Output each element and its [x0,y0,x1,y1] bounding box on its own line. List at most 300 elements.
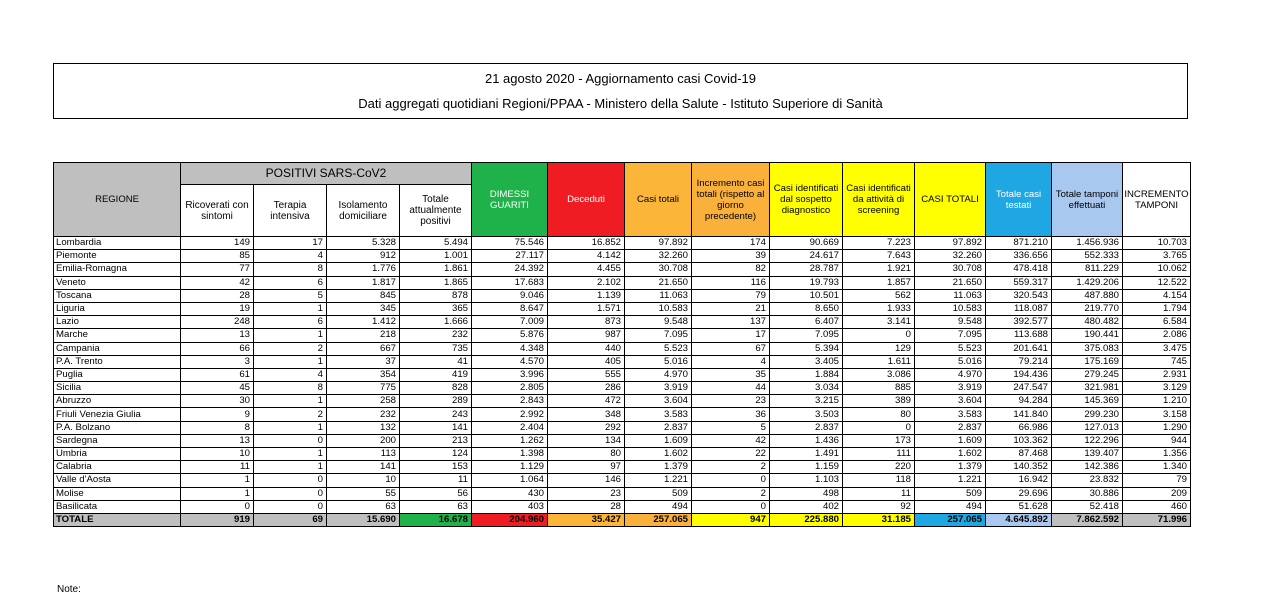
cell-isolamento: 55 [327,487,400,500]
cell-totale-tamponi: 375.083 [1052,342,1123,355]
cell-totale-testati: 103.362 [986,434,1052,447]
cell-terapia: 69 [254,513,327,526]
cell-terapia: 1 [254,355,327,368]
cell-totale-positivi: 1.861 [400,263,472,276]
cell-incremento-tamponi: 1.210 [1123,395,1191,408]
cell-casi-screening: 118 [843,474,915,487]
cell-incremento-tamponi: 1.356 [1123,448,1191,461]
cell-totale-positivi: 243 [400,408,472,421]
cell-casi-totali-caps: 1.602 [915,448,986,461]
title-box [53,63,1188,119]
cell-isolamento: 345 [327,302,400,315]
cell-isolamento: 5.328 [327,237,400,250]
cell-incremento-casi: 79 [692,289,770,302]
cell-deceduti: 16.852 [548,237,625,250]
cell-ricoverati: 13 [181,329,254,342]
table-row [54,250,1191,263]
header-casi-sospetto: Casi identificati dal sospetto diagnostico [770,163,843,237]
cell-dimessi: 1.398 [472,448,548,461]
header-deceduti: Deceduti [548,163,625,237]
cell-isolamento: 1.817 [327,276,400,289]
total-row [54,513,1191,526]
cell-totale-testati: 94.284 [986,395,1052,408]
cell-totale-positivi: 1.865 [400,276,472,289]
cell-isolamento: 63 [327,500,400,513]
cell-regione: Friuli Venezia Giulia [54,408,181,421]
cell-totale-tamponi: 552.333 [1052,250,1123,263]
cell-totale-testati: 141.840 [986,408,1052,421]
cell-deceduti: 555 [548,368,625,381]
cell-dimessi: 2.404 [472,421,548,434]
cell-casi-totali: 30.708 [625,263,692,276]
cell-terapia: 0 [254,474,327,487]
cell-dimessi: 3.996 [472,368,548,381]
cell-casi-sospetto: 1.103 [770,474,843,487]
cell-totale-testati: 51.628 [986,500,1052,513]
cell-totale-tamponi: 30.886 [1052,487,1123,500]
cell-totale-tamponi: 122.296 [1052,434,1123,447]
cell-casi-screening: 1.611 [843,355,915,368]
cell-casi-sospetto: 1.884 [770,368,843,381]
cell-casi-screening: 0 [843,421,915,434]
cell-deceduti: 28 [548,500,625,513]
header-casi-totali: Casi totali [625,163,692,237]
cell-casi-sospetto: 1.491 [770,448,843,461]
table-row [54,434,1191,447]
header-isolamento: Isolamento domiciliare [327,185,400,237]
cell-totale-positivi: 213 [400,434,472,447]
table-row [54,382,1191,395]
cell-casi-sospetto: 90.669 [770,237,843,250]
table-row [54,237,1191,250]
cell-isolamento: 10 [327,474,400,487]
cell-terapia: 0 [254,487,327,500]
cell-casi-screening: 3.141 [843,316,915,329]
cell-terapia: 6 [254,276,327,289]
cell-totale-testati: 4.645.892 [986,513,1052,526]
table-row [54,329,1191,342]
cell-incremento-casi: 17 [692,329,770,342]
cell-casi-sospetto: 3.405 [770,355,843,368]
cell-ricoverati: 28 [181,289,254,302]
cell-incremento-casi: 137 [692,316,770,329]
table-row [54,355,1191,368]
cell-casi-totali-caps: 21.650 [915,276,986,289]
cell-dimessi: 1.262 [472,434,548,447]
cell-dimessi: 75.546 [472,237,548,250]
cell-dimessi: 24.392 [472,263,548,276]
cell-casi-totali: 10.583 [625,302,692,315]
cell-totale-positivi: 124 [400,448,472,461]
cell-casi-totali-caps: 4.970 [915,368,986,381]
cell-casi-sospetto: 7.095 [770,329,843,342]
cell-dimessi: 17.683 [472,276,548,289]
cell-casi-totali-caps: 5.523 [915,342,986,355]
cell-casi-totali: 509 [625,487,692,500]
cell-isolamento: 667 [327,342,400,355]
cell-incremento-tamponi: 3.765 [1123,250,1191,263]
table-row [54,368,1191,381]
cell-isolamento: 37 [327,355,400,368]
cell-isolamento: 258 [327,395,400,408]
header-ricoverati: Ricoverati con sintomi [181,185,254,237]
cell-casi-screening: 562 [843,289,915,302]
table-row [54,276,1191,289]
cell-casi-sospetto: 19.793 [770,276,843,289]
cell-totale-testati: 336.656 [986,250,1052,263]
cell-dimessi: 1.129 [472,461,548,474]
cell-deceduti: 348 [548,408,625,421]
cell-ricoverati: 61 [181,368,254,381]
cell-deceduti: 472 [548,395,625,408]
cell-incremento-tamponi: 12.522 [1123,276,1191,289]
cell-totale-tamponi: 219.770 [1052,302,1123,315]
table-row [54,342,1191,355]
cell-deceduti: 80 [548,448,625,461]
cell-isolamento: 1.776 [327,263,400,276]
cell-totale-positivi: 289 [400,395,472,408]
cell-totale-testati: 201.641 [986,342,1052,355]
cell-casi-screening: 220 [843,461,915,474]
cell-regione: Veneto [54,276,181,289]
cell-totale-testati: 79.214 [986,355,1052,368]
cell-totale-positivi: 1.666 [400,316,472,329]
cell-incremento-casi: 174 [692,237,770,250]
cell-casi-totali-caps: 7.095 [915,329,986,342]
cell-terapia: 1 [254,448,327,461]
cell-incremento-casi: 4 [692,355,770,368]
cell-totale-positivi: 828 [400,382,472,395]
covid-data-table [53,162,1191,527]
cell-totale-positivi: 11 [400,474,472,487]
cell-deceduti: 35.427 [548,513,625,526]
cell-incremento-tamponi: 944 [1123,434,1191,447]
cell-casi-sospetto: 5.394 [770,342,843,355]
cell-totale-testati: 140.352 [986,461,1052,474]
cell-casi-totali: 1.609 [625,434,692,447]
cell-casi-totali-caps: 30.708 [915,263,986,276]
cell-deceduti: 405 [548,355,625,368]
cell-casi-totali: 3.919 [625,382,692,395]
cell-deceduti: 4.142 [548,250,625,263]
cell-incremento-casi: 67 [692,342,770,355]
cell-dimessi: 5.876 [472,329,548,342]
cell-deceduti: 440 [548,342,625,355]
cell-ricoverati: 30 [181,395,254,408]
cell-casi-totali-caps: 3.583 [915,408,986,421]
cell-regione: Marche [54,329,181,342]
cell-incremento-casi: 39 [692,250,770,263]
cell-totale-testati: 320.543 [986,289,1052,302]
cell-totale-tamponi: 23.832 [1052,474,1123,487]
cell-casi-totali-caps: 494 [915,500,986,513]
cell-incremento-casi: 0 [692,474,770,487]
cell-isolamento: 845 [327,289,400,302]
cell-isolamento: 775 [327,382,400,395]
header-regione: REGIONE [54,163,181,237]
cell-dimessi: 8.647 [472,302,548,315]
cell-dimessi: 9.046 [472,289,548,302]
cell-casi-sospetto: 6.407 [770,316,843,329]
cell-totale-positivi: 735 [400,342,472,355]
table-row [54,500,1191,513]
cell-ricoverati: 11 [181,461,254,474]
table-row [54,408,1191,421]
cell-isolamento: 218 [327,329,400,342]
cell-casi-sospetto: 1.436 [770,434,843,447]
cell-terapia: 8 [254,382,327,395]
cell-ricoverati: 0 [181,500,254,513]
header-incremento-tamponi: INCREMENTO TAMPONI [1123,163,1191,237]
cell-incremento-tamponi: 10.062 [1123,263,1191,276]
cell-casi-totali-caps: 257.065 [915,513,986,526]
cell-incremento-casi: 116 [692,276,770,289]
page-title: 21 agosto 2020 - Aggiornamento casi Covid-19 [484,71,756,86]
cell-casi-totali: 9.548 [625,316,692,329]
cell-isolamento: 113 [327,448,400,461]
cell-dimessi: 2.805 [472,382,548,395]
cell-regione: Piemonte [54,250,181,263]
cell-terapia: 2 [254,342,327,355]
cell-casi-screening: 1.857 [843,276,915,289]
cell-terapia: 6 [254,316,327,329]
header-casi-totali-caps: CASI TOTALI [915,163,986,237]
cell-regione: Abruzzo [54,395,181,408]
cell-ricoverati: 42 [181,276,254,289]
cell-casi-totali: 97.892 [625,237,692,250]
cell-totale-positivi: 5.494 [400,237,472,250]
cell-casi-totali-caps: 1.609 [915,434,986,447]
cell-incremento-casi: 44 [692,382,770,395]
cell-ricoverati: 1 [181,474,254,487]
cell-deceduti: 292 [548,421,625,434]
cell-casi-totali: 5.523 [625,342,692,355]
cell-ricoverati: 919 [181,513,254,526]
cell-incremento-tamponi: 71.996 [1123,513,1191,526]
cell-incremento-tamponi: 3.475 [1123,342,1191,355]
cell-casi-totali-caps: 10.583 [915,302,986,315]
cell-casi-screening: 7.223 [843,237,915,250]
header-casi-screening: Casi identificati da attività di screening [843,163,915,237]
cell-casi-sospetto: 3.034 [770,382,843,395]
cell-totale-positivi: 419 [400,368,472,381]
cell-totale-tamponi: 139.407 [1052,448,1123,461]
cell-regione: Umbria [54,448,181,461]
table-row [54,448,1191,461]
table-row [54,289,1191,302]
cell-isolamento: 1.412 [327,316,400,329]
cell-casi-totali: 257.065 [625,513,692,526]
cell-totale-positivi: 232 [400,329,472,342]
cell-totale-testati: 113.688 [986,329,1052,342]
cell-totale-positivi: 141 [400,421,472,434]
cell-casi-totali: 3.604 [625,395,692,408]
cell-casi-sospetto: 10.501 [770,289,843,302]
cell-casi-screening: 129 [843,342,915,355]
cell-casi-totali: 1.602 [625,448,692,461]
cell-terapia: 1 [254,395,327,408]
cell-casi-screening: 1.933 [843,302,915,315]
note-label: Note: [57,584,81,595]
cell-casi-totali: 1.221 [625,474,692,487]
cell-incremento-tamponi: 3.129 [1123,382,1191,395]
cell-isolamento: 912 [327,250,400,263]
cell-casi-totali: 2.837 [625,421,692,434]
cell-deceduti: 23 [548,487,625,500]
cell-totale-testati: 87.468 [986,448,1052,461]
cell-deceduti: 97 [548,461,625,474]
cell-incremento-casi: 0 [692,500,770,513]
cell-totale-tamponi: 321.981 [1052,382,1123,395]
cell-casi-totali-caps: 3.919 [915,382,986,395]
cell-casi-totali: 5.016 [625,355,692,368]
cell-regione: Puglia [54,368,181,381]
cell-incremento-tamponi: 745 [1123,355,1191,368]
cell-dimessi: 7.009 [472,316,548,329]
cell-totale-tamponi: 52.418 [1052,500,1123,513]
cell-ricoverati: 248 [181,316,254,329]
cell-regione: Sardegna [54,434,181,447]
cell-casi-screening: 92 [843,500,915,513]
cell-regione: Lombardia [54,237,181,250]
cell-totale-tamponi: 7.862.592 [1052,513,1123,526]
cell-totale-testati: 559.317 [986,276,1052,289]
cell-regione: Basilicata [54,500,181,513]
cell-dimessi: 4.348 [472,342,548,355]
cell-totale-tamponi: 175.169 [1052,355,1123,368]
cell-casi-screening: 31.185 [843,513,915,526]
cell-ricoverati: 3 [181,355,254,368]
cell-ricoverati: 45 [181,382,254,395]
cell-totale-testati: 66.986 [986,421,1052,434]
cell-casi-totali: 494 [625,500,692,513]
cell-dimessi: 430 [472,487,548,500]
cell-terapia: 8 [254,263,327,276]
cell-deceduti: 873 [548,316,625,329]
cell-isolamento: 15.690 [327,513,400,526]
cell-dimessi: 2.992 [472,408,548,421]
cell-deceduti: 146 [548,474,625,487]
cell-dimessi: 27.117 [472,250,548,263]
cell-regione: Liguria [54,302,181,315]
cell-casi-totali: 11.063 [625,289,692,302]
cell-totale-positivi: 41 [400,355,472,368]
cell-totale-testati: 194.436 [986,368,1052,381]
cell-totale-tamponi: 190.441 [1052,329,1123,342]
cell-regione: P.A. Trento [54,355,181,368]
cell-casi-totali-caps: 32.260 [915,250,986,263]
cell-totale-testati: 871.210 [986,237,1052,250]
cell-totale-positivi: 1.001 [400,250,472,263]
cell-totale-testati: 478.418 [986,263,1052,276]
table-body [54,237,1191,527]
cell-incremento-tamponi: 10.703 [1123,237,1191,250]
cell-deceduti: 987 [548,329,625,342]
cell-ricoverati: 13 [181,434,254,447]
cell-incremento-tamponi: 1.794 [1123,302,1191,315]
cell-casi-totali-caps: 3.604 [915,395,986,408]
cell-deceduti: 2.102 [548,276,625,289]
header-terapia-intensiva: Terapia intensiva [254,185,327,237]
cell-incremento-tamponi: 209 [1123,487,1191,500]
cell-casi-sospetto: 28.787 [770,263,843,276]
cell-incremento-tamponi: 2.086 [1123,329,1191,342]
cell-dimessi: 403 [472,500,548,513]
cell-totale-tamponi: 811.229 [1052,263,1123,276]
cell-deceduti: 1.139 [548,289,625,302]
table-row [54,421,1191,434]
cell-isolamento: 141 [327,461,400,474]
cell-casi-screening: 389 [843,395,915,408]
table-row [54,263,1191,276]
cell-casi-totali-caps: 9.548 [915,316,986,329]
table-row [54,487,1191,500]
cell-casi-sospetto: 8.650 [770,302,843,315]
cell-totale-testati: 29.696 [986,487,1052,500]
header-dimessi-guariti: DIMESSI GUARITI [472,163,548,237]
cell-casi-totali-caps: 1.221 [915,474,986,487]
cell-terapia: 1 [254,421,327,434]
cell-totale-positivi: 63 [400,500,472,513]
cell-incremento-tamponi: 4.154 [1123,289,1191,302]
cell-casi-totali-caps: 509 [915,487,986,500]
cell-ricoverati: 66 [181,342,254,355]
cell-casi-totali: 7.095 [625,329,692,342]
cell-casi-screening: 3.086 [843,368,915,381]
cell-dimessi: 204.960 [472,513,548,526]
cell-totale-tamponi: 145.369 [1052,395,1123,408]
cell-regione: P.A. Bolzano [54,421,181,434]
cell-ricoverati: 8 [181,421,254,434]
cell-totale-tamponi: 299.230 [1052,408,1123,421]
cell-incremento-casi: 23 [692,395,770,408]
table-row [54,474,1191,487]
cell-isolamento: 132 [327,421,400,434]
cell-casi-sospetto: 3.503 [770,408,843,421]
cell-casi-screening: 885 [843,382,915,395]
cell-casi-totali: 3.583 [625,408,692,421]
cell-regione: Lazio [54,316,181,329]
cell-deceduti: 134 [548,434,625,447]
cell-dimessi: 1.064 [472,474,548,487]
cell-incremento-tamponi: 79 [1123,474,1191,487]
cell-casi-sospetto: 402 [770,500,843,513]
table-row [54,395,1191,408]
cell-incremento-casi: 35 [692,368,770,381]
cell-totale-testati: 247.547 [986,382,1052,395]
cell-totale-positivi: 878 [400,289,472,302]
header-totale-positivi: Totale attualmente positivi [400,185,472,237]
header-incremento-casi: Incremento casi totali (rispetto al giorno precedente) [692,163,770,237]
cell-deceduti: 4.455 [548,263,625,276]
cell-ricoverati: 19 [181,302,254,315]
cell-totale-tamponi: 279.245 [1052,368,1123,381]
cell-casi-screening: 7.643 [843,250,915,263]
cell-incremento-casi: 947 [692,513,770,526]
cell-ricoverati: 85 [181,250,254,263]
header-totale-tamponi: Totale tamponi effettuati [1052,163,1123,237]
cell-incremento-casi: 5 [692,421,770,434]
cell-totale-testati: 392.577 [986,316,1052,329]
cell-casi-sospetto: 2.837 [770,421,843,434]
cell-casi-totali-caps: 5.016 [915,355,986,368]
cell-totale-positivi: 16.678 [400,513,472,526]
cell-totale-tamponi: 1.429.206 [1052,276,1123,289]
cell-incremento-casi: 82 [692,263,770,276]
cell-terapia: 1 [254,329,327,342]
table-row [54,302,1191,315]
cell-casi-totali-caps: 1.379 [915,461,986,474]
